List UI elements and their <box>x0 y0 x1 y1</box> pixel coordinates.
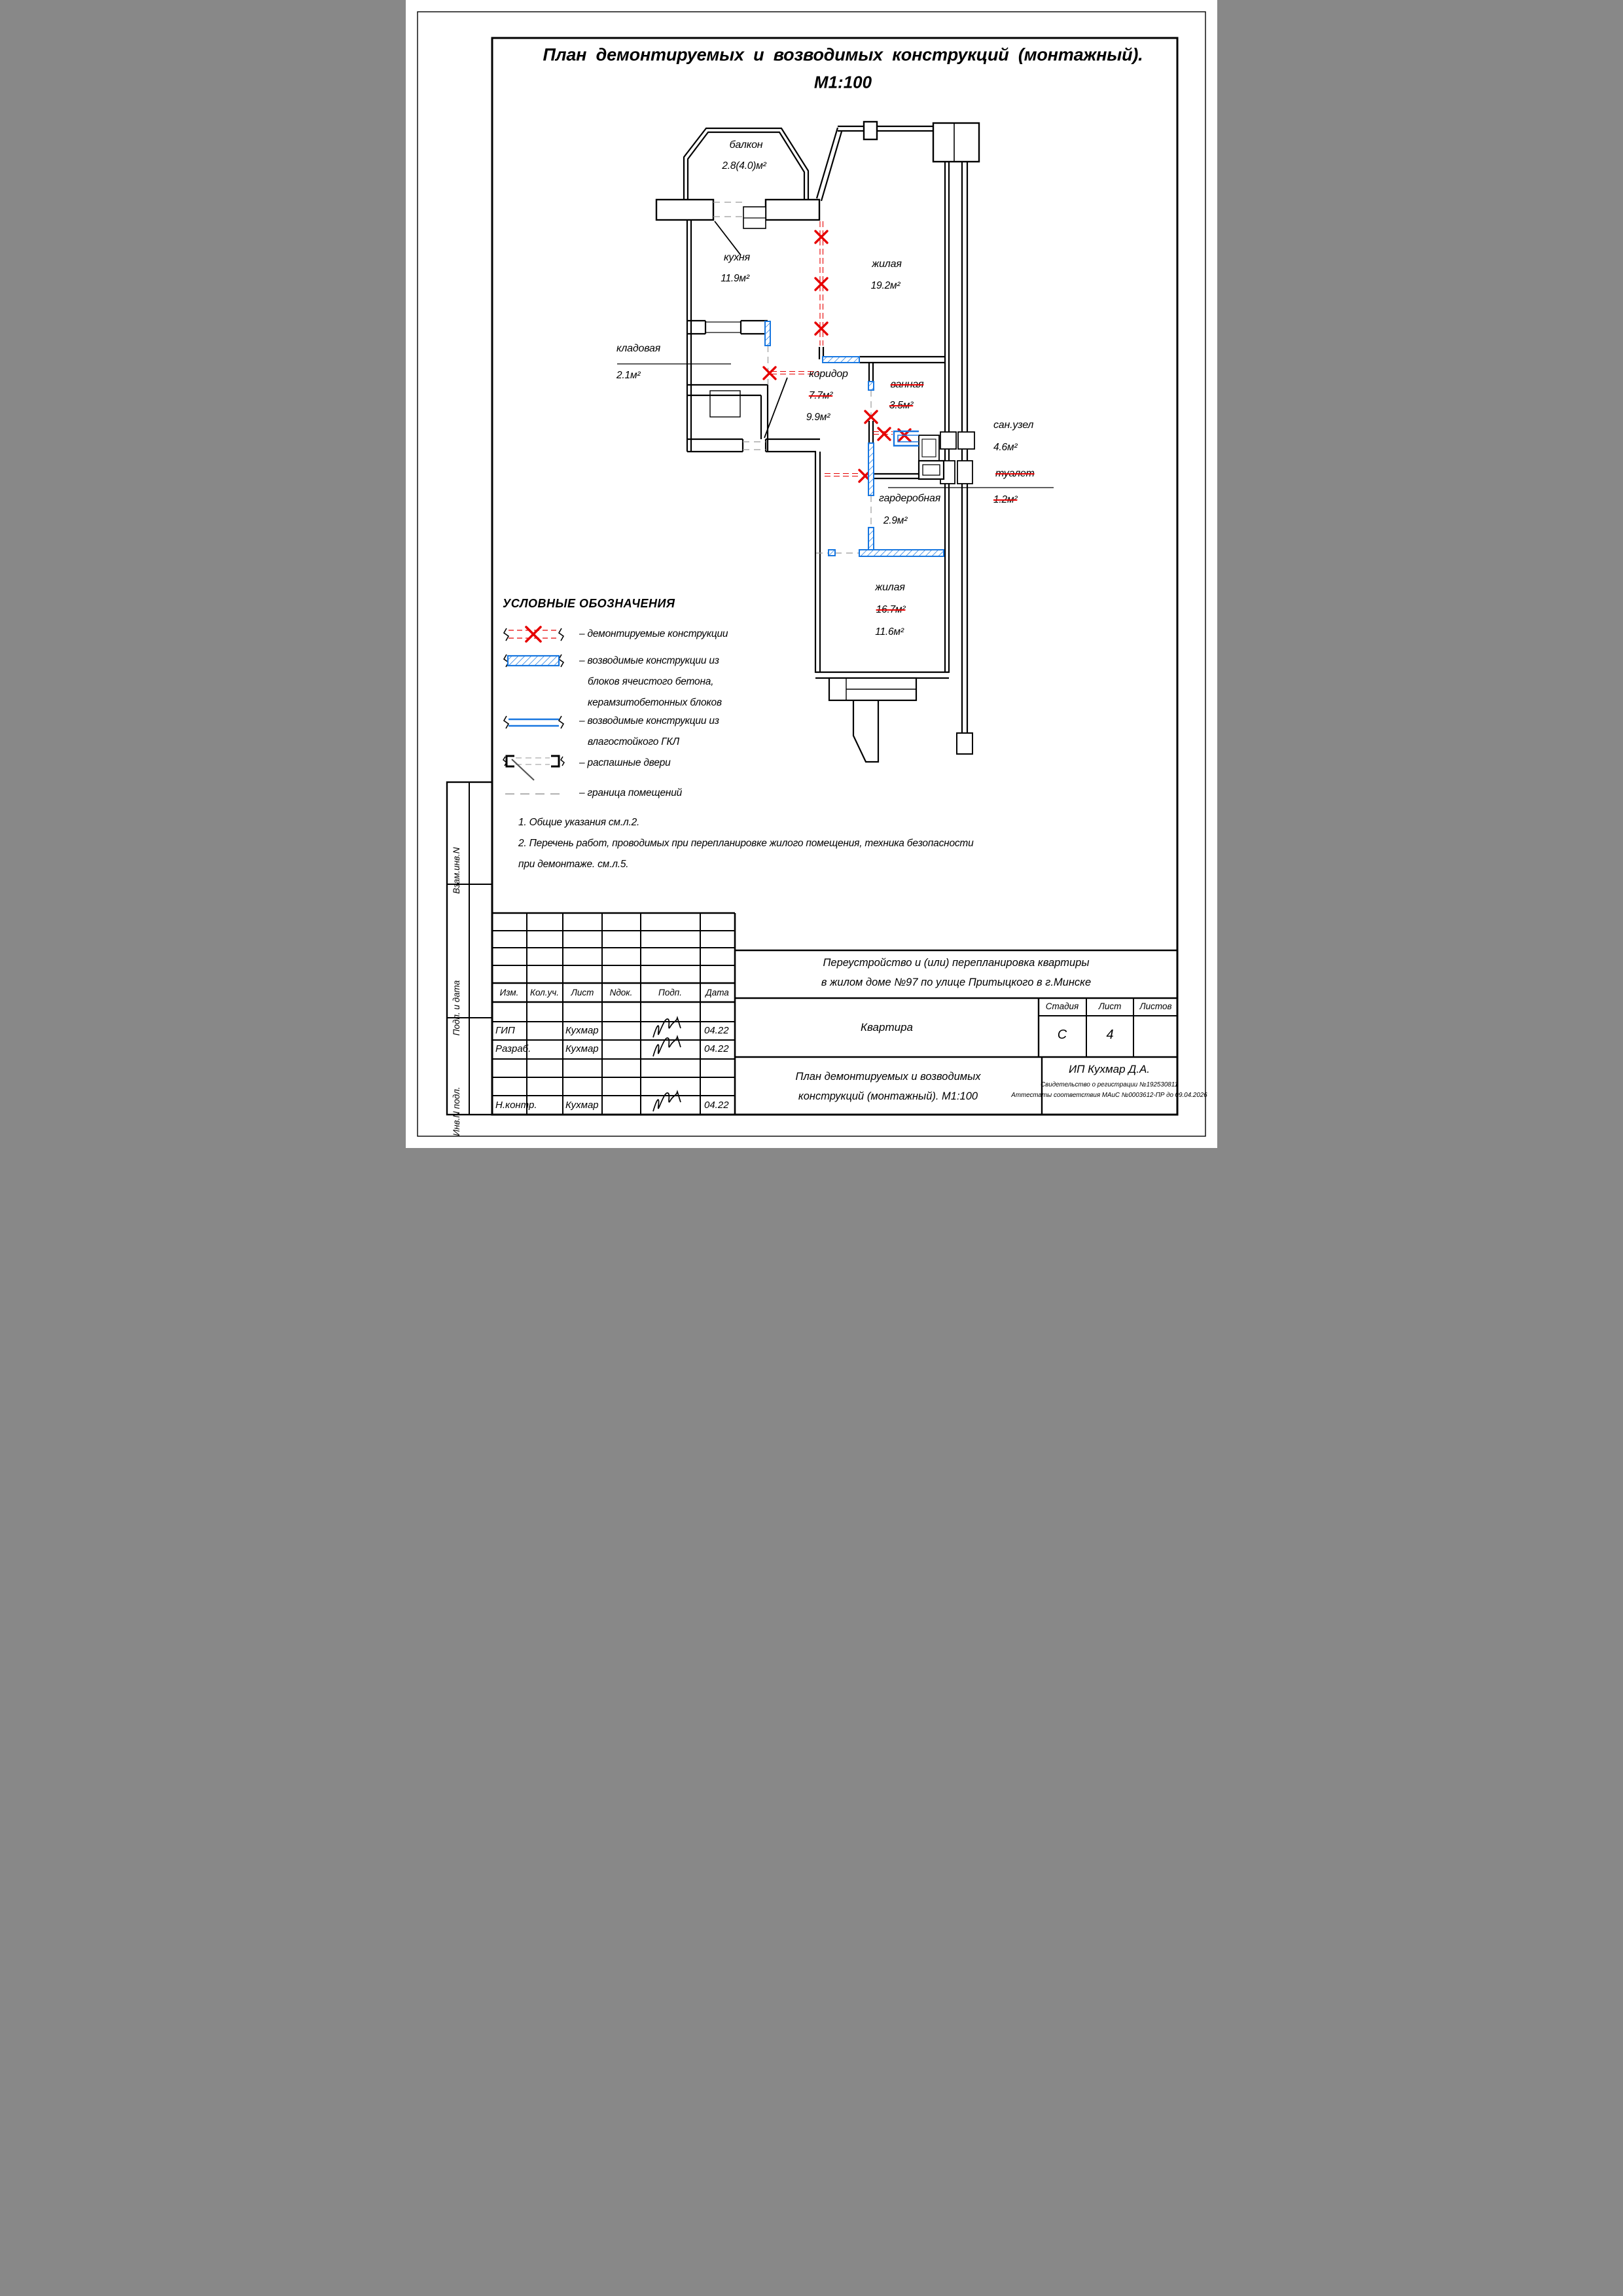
drawing-sheet <box>406 0 1217 1148</box>
living-bay-walls <box>817 122 979 201</box>
legend-title: УСЛОВНЫЕ ОБОЗНАЧЕНИЯ <box>503 597 675 610</box>
room-boundary-icon <box>503 788 565 800</box>
room-label-living-bottom: жилая <box>875 582 905 593</box>
tb-col-izm: Изм. <box>499 988 519 997</box>
room-area-corridor-old: 7.7м² <box>808 390 833 401</box>
sheet-title: План демонтируемых и возводимых конструкций (монтажный). <box>543 45 1143 65</box>
tb-stage-value: С <box>1057 1028 1067 1042</box>
tb-name-razrab: Кухмар <box>565 1043 599 1054</box>
tb-cert-line1: Свидетельство о регистрации №192530811 <box>1041 1081 1178 1088</box>
legend-item-label: – граница помещений <box>579 787 683 798</box>
tb-date-razrab: 04.22 <box>704 1043 729 1054</box>
tb-name-gip: Кухмар <box>565 1025 599 1036</box>
label-leader-lines <box>617 364 1054 488</box>
room-area-corridor-new: 9.9м² <box>806 412 830 423</box>
tb-role-gip: ГИП <box>495 1025 515 1036</box>
legend-item-label: влагостойкого ГКЛ <box>588 736 679 747</box>
side-label-vzam: Взам.инв.N <box>452 847 461 894</box>
room-label-wardrobe: гардеробная <box>878 493 941 504</box>
room-label-storage: кладовая <box>616 343 661 354</box>
sheet-scale: М1:100 <box>813 72 872 92</box>
room-area-storage: 2.1м² <box>616 370 641 381</box>
tb-col-data: Дата <box>705 988 729 997</box>
gkl-wall-icon <box>503 713 565 733</box>
room-area-living-top: 19.2м² <box>870 280 901 291</box>
tb-project-line2: в жилом доме №97 по улице Притыцкого в г.Минске <box>821 977 1092 988</box>
tb-sheets-label: Листов <box>1139 1001 1172 1011</box>
shaft-boxes <box>919 432 974 754</box>
room-label-corridor: коридор <box>809 368 848 380</box>
legend-item-label: – возводимые конструкции из <box>579 655 719 666</box>
demolished-wall-icon <box>503 622 565 647</box>
room-area-balcony: 2.8(4.0)м² <box>722 160 766 171</box>
note-line-2: 2. Перечень работ, проводимых при перепланировке жилого помещения, техника безопасности <box>518 838 974 849</box>
tb-col-list: Лист <box>571 988 594 997</box>
tb-sheet-label: Лист <box>1098 1001 1122 1011</box>
tb-company: ИП Кухмар Д.А. <box>1068 1063 1150 1075</box>
tb-date-nkontr: 04.22 <box>704 1100 729 1111</box>
tb-sheet-value: 4 <box>1106 1028 1114 1042</box>
legend-item-label: – демонтируемые конструкции <box>579 628 728 639</box>
tb-col-koluch: Кол.уч. <box>529 988 560 997</box>
tb-role-razrab: Разраб. <box>495 1043 531 1054</box>
legend-item-label: – распашные двери <box>579 757 671 768</box>
exterior-wall-block <box>766 200 819 220</box>
tb-role-nkontr: Н.контр. <box>495 1100 537 1111</box>
signature-strokes <box>653 1018 681 1111</box>
tb-doc-line2: конструкций (монтажный). М1:100 <box>798 1090 978 1102</box>
room-area-toilet: 1.2м² <box>993 494 1018 505</box>
tb-col-ndok: Nдок. <box>609 988 633 997</box>
entry-porch <box>829 678 916 762</box>
legend-item-label: керамзитобетонных блоков <box>588 697 722 708</box>
tb-date-gip: 04.22 <box>704 1025 729 1036</box>
legend-item-label: – возводимые конструкции из <box>579 715 719 726</box>
tb-doc-line1: План демонтируемых и возводимых <box>795 1071 981 1083</box>
room-area-living-bottom-new: 11.6м² <box>875 626 904 637</box>
room-label-kitchen: кухня <box>724 252 750 263</box>
aerated-block-wall-icon <box>503 652 565 672</box>
titleblock-lines <box>447 782 1177 1115</box>
exterior-wall-block <box>656 200 713 220</box>
room-area-wardrobe: 2.9м² <box>883 515 908 526</box>
room-area-bathroom: 3.5м² <box>889 400 914 411</box>
room-area-kitchen: 11.9м² <box>721 273 749 284</box>
balcony-window <box>743 207 766 228</box>
tb-project-line1: Переустройство и (или) перепланировка квартиры <box>823 957 1090 969</box>
legend-item-label: блоков ячеистого бетона, <box>588 676 714 687</box>
tb-cert-line2: Аттестаты соответствия МАиС №0003612-ПР до 09.04.2026 <box>1011 1092 1207 1099</box>
note-line-1: 1. Общие указания см.л.2. <box>518 817 640 828</box>
room-label-bathroom: ванная <box>890 379 924 390</box>
tb-object: Квартира <box>861 1021 913 1033</box>
tb-col-podp: Подп. <box>658 988 682 997</box>
room-label-san-unit: сан.узел <box>993 420 1034 431</box>
plan-and-frame-drawing <box>406 0 1217 1148</box>
room-area-living-bottom-old: 16.7м² <box>876 604 906 615</box>
swing-door-icon <box>503 753 565 781</box>
room-label-balcony: балкон <box>729 139 763 151</box>
room-label-toilet: туалет <box>995 468 1035 479</box>
tb-stage-label: Стадия <box>1045 1001 1079 1011</box>
note-line-3: при демонтаже. см.л.5. <box>518 859 629 870</box>
room-label-living-top: жилая <box>872 259 902 270</box>
side-label-inv: Инв.N подл. <box>452 1086 461 1136</box>
room-area-san-unit: 4.6м² <box>993 442 1018 453</box>
side-label-podp: Подп. и дата <box>452 980 461 1036</box>
balcony-door-leaf <box>715 221 741 255</box>
tb-name-nkontr: Кухмар <box>565 1100 599 1111</box>
